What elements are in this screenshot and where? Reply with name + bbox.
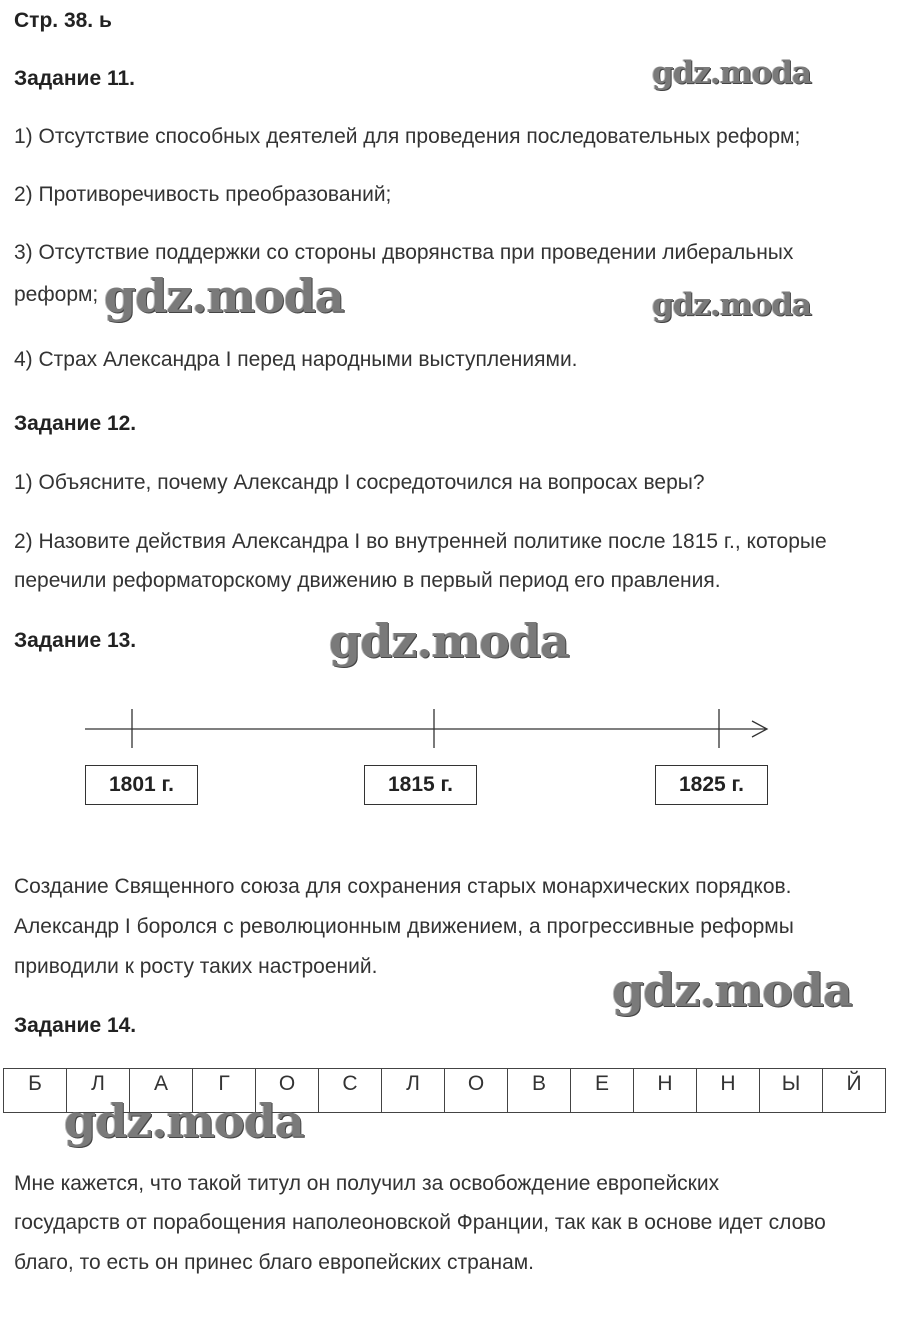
task-14-answer-line-3: благо, то есть он принес благо европейских странам.: [14, 1251, 535, 1274]
task-13-answer-line-2: Александр I боролся с революционным движением, а прогрессивные реформы: [14, 915, 794, 938]
year-box-1801: 1801 г.: [85, 765, 198, 805]
task-13-answer-line-3: приводили к росту таких настроений.: [14, 955, 378, 978]
letter-cell-7: Л: [382, 1069, 445, 1113]
year-box-1815: 1815 г.: [364, 765, 477, 805]
task-12-title: Задание 12.: [14, 412, 137, 435]
task-12-item-1: 1) Объясните, почему Александр I сосредоточился на вопросах веры?: [14, 471, 705, 494]
watermark-1: gdz.moda: [652, 55, 811, 91]
letter-cell-12: Н: [697, 1069, 760, 1113]
letter-cell-3: А: [130, 1069, 193, 1113]
letter-cell-4: Г: [193, 1069, 256, 1113]
letter-cell-10: Е: [571, 1069, 634, 1113]
task-12-item-2: 2) Назовите действия Александра I во внутренней политике после 1815 г., которые: [14, 530, 827, 553]
task-11-item-3: 3) Отсутствие поддержки со стороны дворянства при проведении либеральных: [14, 241, 794, 264]
timeline-axis: [0, 700, 917, 760]
year-box-1825: 1825 г.: [655, 765, 768, 805]
watermark-2: gdz.moda: [104, 269, 344, 323]
letter-cell-14: Й: [823, 1069, 886, 1113]
task-11-title: Задание 11.: [14, 67, 135, 90]
letter-cell-11: Н: [634, 1069, 697, 1113]
watermark-4: gdz.moda: [329, 614, 569, 668]
task-13-answer-line-1: Создание Священного союза для сохранения старых монархических порядков.: [14, 875, 792, 898]
watermark-5: gdz.moda: [612, 963, 852, 1017]
task-13-title: Задание 13.: [14, 629, 137, 652]
letter-cell-2: Л: [67, 1069, 130, 1113]
letter-cell-6: С: [319, 1069, 382, 1113]
page-header: Стр. 38. ь: [14, 9, 112, 32]
task-14-answer-line-1: Мне кажется, что такой титул он получил за освобождение европейских: [14, 1172, 720, 1195]
task-11-item-3-cont: реформ;: [14, 283, 99, 306]
letter-cell-9: В: [508, 1069, 571, 1113]
task-14-title: Задание 14.: [14, 1014, 137, 1037]
task-11-item-1: 1) Отсутствие способных деятелей для проведения последовательных реформ;: [14, 125, 801, 148]
task-14-answer-line-2: государств от порабощения наполеоновской Франции, так как в основе идет слово: [14, 1211, 826, 1234]
letter-cell-13: Ы: [760, 1069, 823, 1113]
watermark-6: gdz.moda: [64, 1094, 304, 1148]
task-11-item-4: 4) Страх Александра I перед народными выступлениями.: [14, 348, 578, 371]
watermark-3: gdz.moda: [652, 287, 811, 323]
task-12-item-2-cont: перечили реформаторскому движению в первый период его правления.: [14, 569, 721, 592]
letter-cell-1: Б: [4, 1069, 67, 1113]
task-11-item-2: 2) Противоречивость преобразований;: [14, 183, 392, 206]
letter-cell-5: О: [256, 1069, 319, 1113]
letter-cell-8: О: [445, 1069, 508, 1113]
